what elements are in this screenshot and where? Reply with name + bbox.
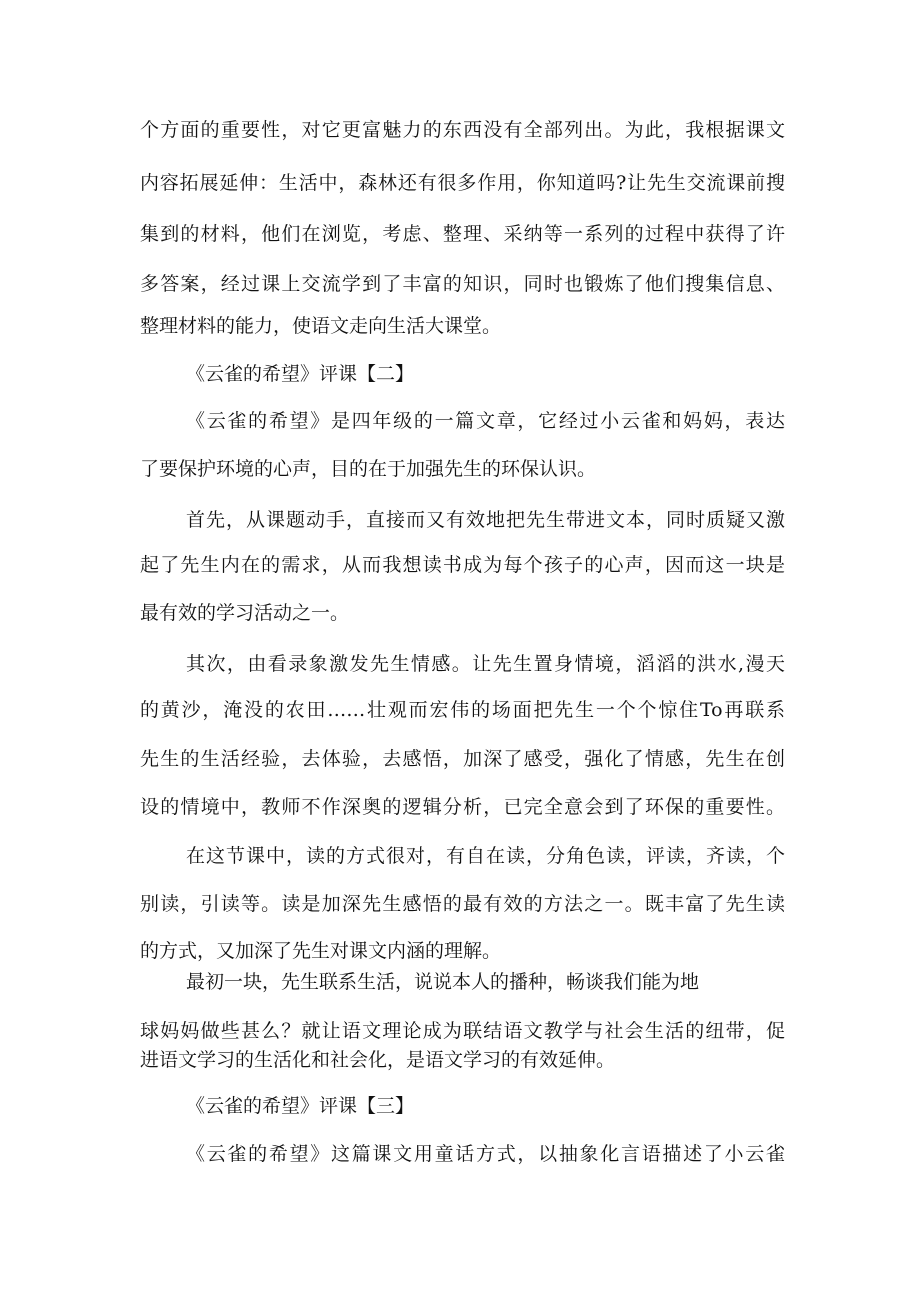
paragraph-line: 最初一块，先生联系生活，说说本人的播种，畅谈我们能为地 [186, 971, 700, 993]
paragraph-line: 整理材料的能力，使语文走向生活大课堂。 [140, 315, 502, 337]
section-heading: 《云雀的希望》评课【三】 [186, 1095, 415, 1117]
paragraph-line: 先生的生活经验，去体验，去感悟，加深了感受，强化了情感，先生在创 [140, 748, 785, 770]
paragraph-line: 了要保护环境的心声，目的在于加强先生的环保认识。 [140, 458, 597, 480]
paragraph-line: 最有效的学习活动之一。 [140, 602, 350, 624]
paragraph-line: 内容拓展延伸：生活中，森林还有很多作用，你知道吗?让先生交流课前搜 [140, 172, 785, 194]
paragraph-line: 在这节课中，读的方式很对，有自在读，分角色读，评读，齐读，个 [186, 845, 785, 867]
paragraph-line: 的方式，又加深了先生对课文内涵的理解。 [140, 940, 502, 962]
paragraph-line: 设的情境中，教师不作深奥的逻辑分析，已完全意会到了环保的重要性。 [140, 796, 785, 818]
paragraph-line: 个方面的重要性，对它更富魅力的东西没有全部列出。为此，我根据课文 [140, 119, 785, 141]
paragraph-line: 《云雀的希望》这篇课文用童话方式，以抽象化言语描述了小云雀 [186, 1143, 785, 1165]
paragraph-line: 起了先生内在的需求，从而我想读书成为每个孩子的心声，因而这一块是 [140, 554, 785, 576]
paragraph-line: 球妈妈做些甚么？就让语文理论成为联结语文教学与社会生活的纽带，促 [140, 1020, 785, 1042]
paragraph-line: 别读，引读等。读是加深先生感悟的最有效的方法之一。既丰富了先生读 [140, 893, 785, 915]
paragraph-line: 首先，从课题动手，直接而又有效地把先生带进文本，同时质疑又激 [186, 509, 785, 531]
section-heading: 《云雀的希望》评课【二】 [186, 363, 415, 385]
paragraph-line: 集到的材料，他们在浏览，考虑、整理、采纳等一系列的过程中获得了许 [140, 223, 785, 245]
paragraph-line: 《云雀的希望》是四年级的一篇文章，它经过小云雀和妈妈，表达 [186, 410, 785, 432]
paragraph-line: 多答案，经过课上交流学到了丰富的知识，同时也锻炼了他们搜集信息、 [140, 273, 785, 295]
paragraph-line: 进语文学习的生活化和社会化，是语文学习的有效延伸。 [140, 1049, 616, 1071]
paragraph-line: 其次，由看录象激发先生情感。让先生置身情境，滔滔的洪水,漫天 [186, 653, 785, 675]
paragraph-line: 的黄沙，淹没的农田……壮观而宏伟的场面把先生一个个惊住To再联系 [140, 699, 785, 721]
